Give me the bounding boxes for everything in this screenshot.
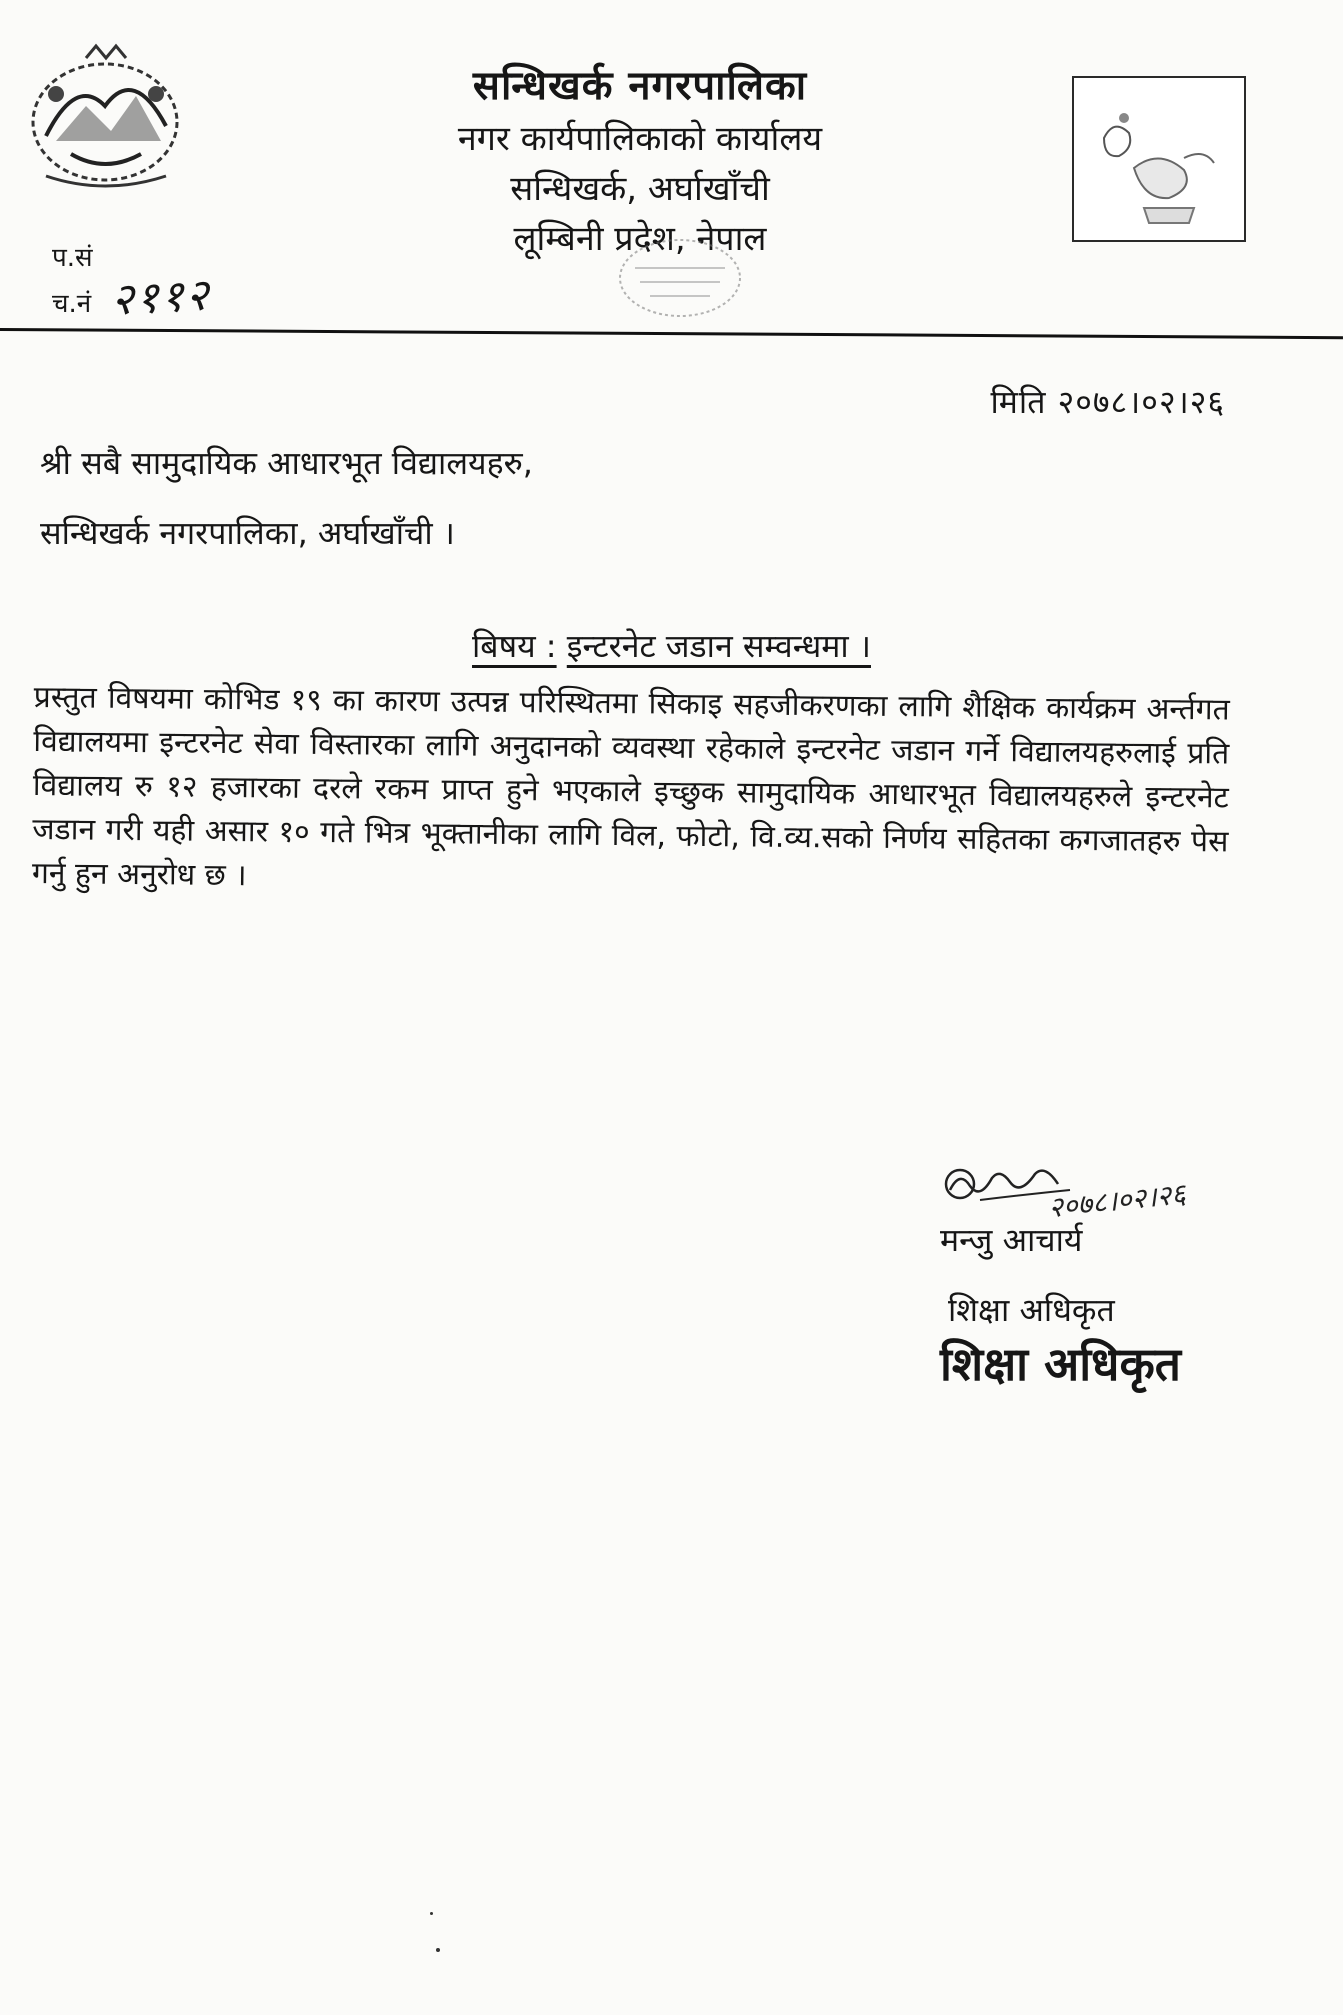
ps-label: प.सं (52, 243, 93, 273)
scan-speck (436, 1948, 440, 1952)
date-label: मिति (990, 383, 1047, 421)
letter-date (990, 380, 1225, 423)
cn-label: च.नं (52, 289, 92, 319)
cn-value: २११२ (110, 269, 213, 326)
recipient-line-1: श्री सबै सामुदायिक आधारभूत विद्यालयहरु, (40, 444, 533, 482)
recipient-block (40, 428, 533, 568)
nepal-emblem-icon (16, 36, 194, 198)
handwritten-date: २०७८।०२।२६ (1046, 1177, 1188, 1225)
province-line: लूम्बिनी प्रदेश, नेपाल (513, 219, 767, 259)
office-seal-icon (610, 232, 750, 324)
reference-block (52, 238, 211, 324)
letter-body (32, 676, 1230, 909)
date-value: २०७८।०२।२६ (1057, 383, 1225, 421)
header-divider (0, 328, 1343, 339)
recipient-line-2: सन्धिखर्क नगरपालिका, अर्घाखाँची । (40, 514, 455, 552)
org-name: सन्धिखर्क नगरपालिका (472, 63, 808, 109)
subject-line (0, 624, 1343, 667)
municipality-logo-icon (1072, 76, 1246, 242)
title-stamp: शिक्षा अधिकृत (940, 1337, 1182, 1391)
subject-text: इन्टरनेट जडान सम्वन्धमा । (566, 627, 871, 665)
office-location: सन्धिखर्क, अर्घाखाँची (510, 169, 770, 209)
signatory-title: शिक्षा अधिकृत (948, 1291, 1115, 1329)
body-paragraph: प्रस्तुत विषयमा कोभिड १९ का कारण उत्पन्न परिस्थितमा सिकाइ सहजीकरणका लागि शैक्षिक कार्यक्रम अर्न्तगत विद्यालयमा इन्टरनेट सेवा विस्तारका लागि अनुदानको व्यवस्था रहेकाले इन्टरनेट जडान गर्ने विद्यालयहरुलाई प्रति विद्यालय रु १२ हजारका दरले रकम प्राप्त हुने भएकाले इच्छुक सामुदायिक आधारभूत विद्यालयहरुले इन्टरनेट जडान गरी यही असार १० गते भित्र भूक्तानीका लागि विल, फोटो, वि.व्य.सको निर्णय सहितका कगजातहरु पेस गर्नु हुन अनुरोध छ । (31, 679, 1230, 894)
office-name: नगर कार्यपालिकाको कार्यालय (457, 119, 823, 159)
scan-speck (430, 1912, 433, 1915)
subject-label: बिषय : (472, 627, 557, 665)
signatory-name: मन्जु आचार्य (940, 1221, 1083, 1259)
